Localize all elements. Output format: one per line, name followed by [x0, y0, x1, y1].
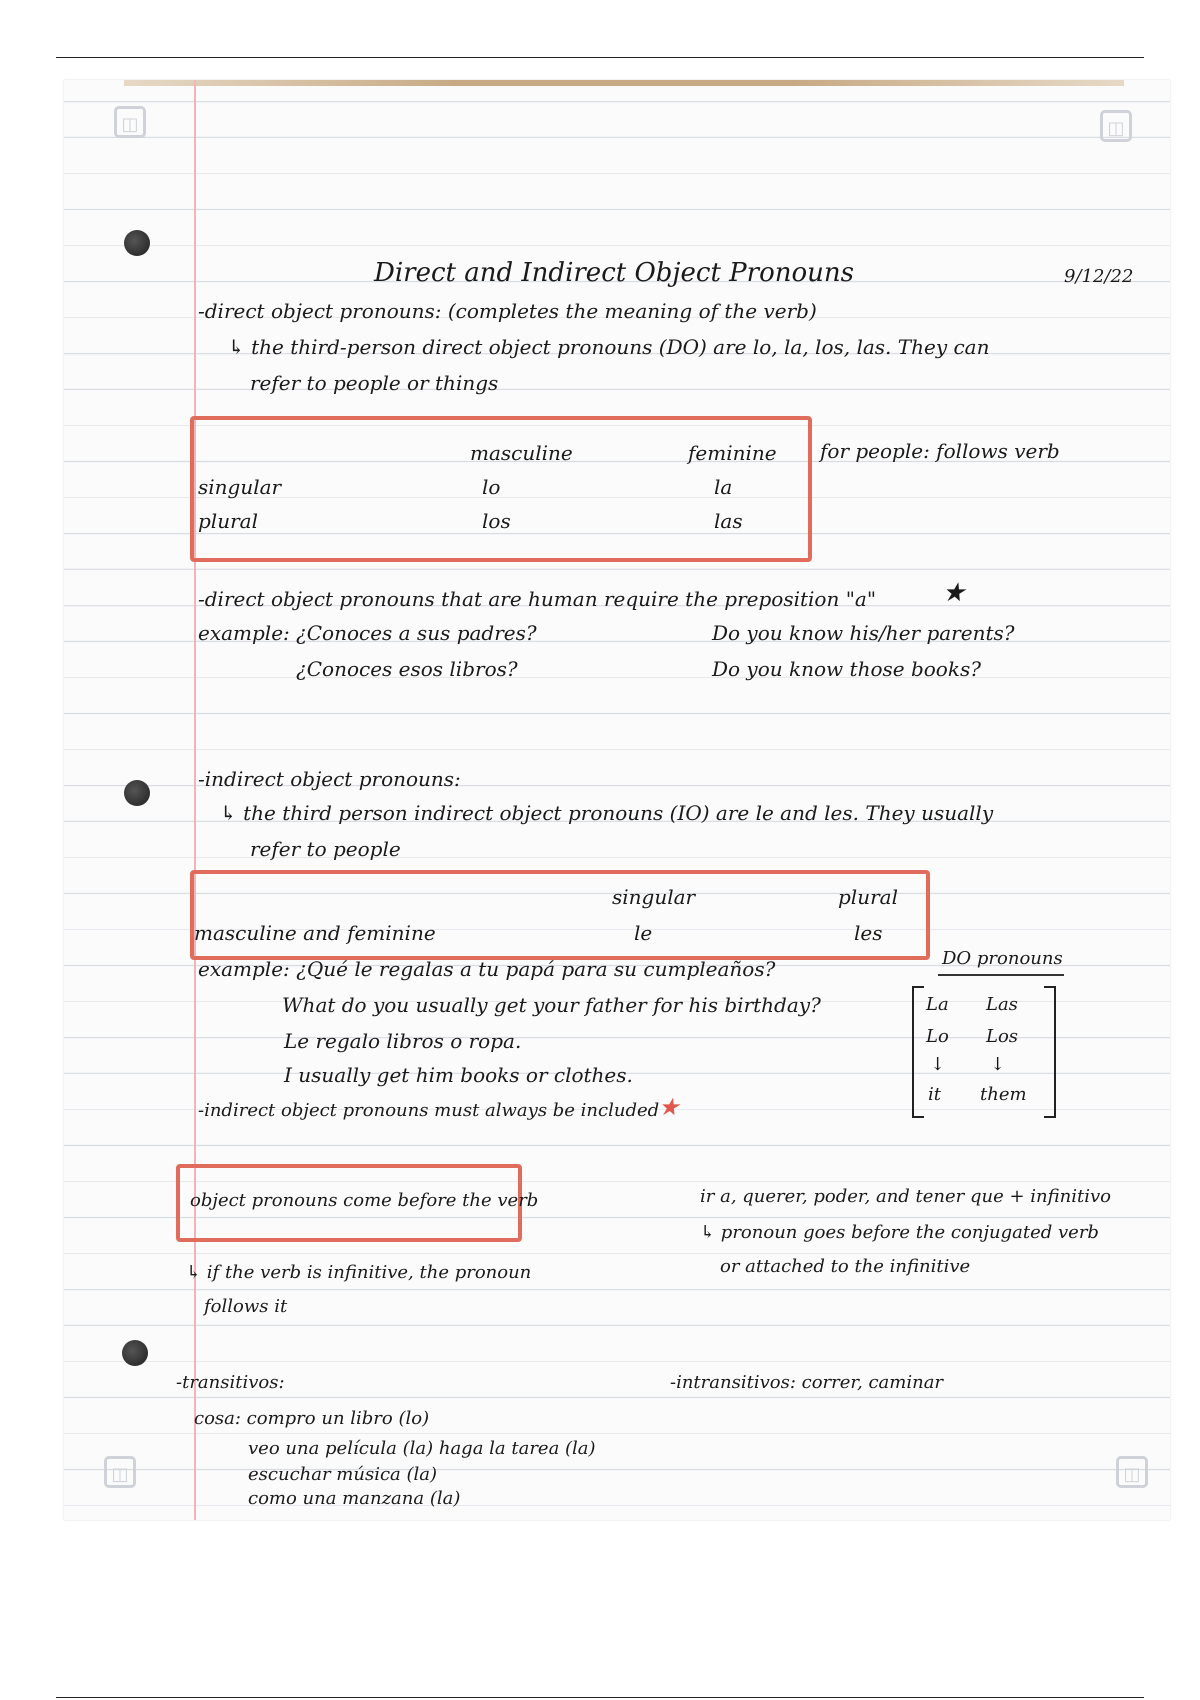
- transitivos-line-4: como una manzana (la): [248, 1488, 461, 1509]
- do-chart-cell: ↓: [990, 1054, 1006, 1075]
- do-plural-fem: las: [714, 509, 743, 533]
- transitivos-line-2: veo una película (la) haga la tarea (la): [248, 1438, 596, 1459]
- top-rule: [56, 57, 1144, 58]
- io-col-singular: singular: [612, 885, 696, 909]
- placement-rule-2: follows it: [204, 1296, 288, 1317]
- star-icon: ★: [658, 1093, 680, 1121]
- binder-hole-bottom: [122, 1340, 148, 1366]
- do-line-1: ↳ the third-person direct object pronouns (DO) are lo, la, los, las. They can: [228, 335, 990, 359]
- io-sing-value: le: [634, 921, 653, 945]
- do-chart-bracket-right: [1044, 986, 1056, 1118]
- tape-strip: [124, 80, 1124, 86]
- do-chart-cell: Las: [986, 994, 1018, 1015]
- do-example-1-en: Do you know his/her parents?: [712, 621, 1015, 645]
- notebook-page: [64, 80, 1170, 1520]
- binder-hole-top: [124, 230, 150, 256]
- do-human-rule: -direct object pronouns that are human require the preposition "a": [198, 587, 877, 611]
- watermark-icon: ◫: [1116, 1456, 1148, 1488]
- io-line-2: refer to people: [250, 837, 401, 861]
- star-icon: ★: [942, 578, 966, 608]
- do-chart-cell: Lo: [926, 1026, 949, 1047]
- io-line-1: ↳ the third person indirect object pronouns (IO) are le and les. They usually: [220, 801, 994, 825]
- placement-rule-1: ↳ if the verb is infinitive, the pronoun: [186, 1262, 532, 1283]
- do-chart-bracket-left: [912, 986, 924, 1118]
- do-example-label: example:: [198, 621, 290, 645]
- note-date: 9/12/22: [1064, 266, 1134, 287]
- do-col-feminine: feminine: [688, 441, 777, 465]
- io-always-included: -indirect object pronouns must always be included: [198, 1100, 660, 1121]
- do-row-singular: singular: [198, 475, 282, 499]
- do-chart-cell: ↓: [930, 1054, 946, 1075]
- transitivos-heading: -transitivos:: [176, 1372, 285, 1393]
- io-plur-value: les: [854, 921, 883, 945]
- do-row-plural: plural: [198, 509, 258, 533]
- do-singular-masc: lo: [482, 475, 501, 499]
- watermark-icon: ◫: [104, 1456, 136, 1488]
- io-row-label: masculine and feminine: [194, 921, 436, 945]
- transitivos-line-3: escuchar música (la): [248, 1464, 438, 1485]
- placement-right-3: or attached to the infinitive: [720, 1256, 971, 1277]
- do-singular-fem: la: [714, 475, 733, 499]
- do-example-1-es: ¿Conoces a sus padres?: [296, 621, 537, 645]
- io-answer-es: Le regalo libros o ropa.: [284, 1029, 522, 1053]
- do-line-2: refer to people or things: [250, 371, 499, 395]
- io-example-en: What do you usually get your father for his birthday?: [282, 993, 821, 1017]
- intransitivos: -intransitivos: correr, caminar: [670, 1372, 944, 1393]
- placement-right-2: ↳ pronoun goes before the conjugated verb: [700, 1222, 1099, 1243]
- do-heading: -direct object pronouns: (completes the meaning of the verb): [198, 299, 817, 323]
- bottom-rule: [56, 1697, 1144, 1698]
- watermark-icon: ◫: [1100, 110, 1132, 142]
- io-col-plural: plural: [838, 885, 898, 909]
- io-table-box: [190, 870, 930, 960]
- do-example-2-es: ¿Conoces esos libros?: [296, 657, 518, 681]
- io-answer-en: I usually get him books or clothes.: [284, 1063, 633, 1087]
- do-chart-title: DO pronouns: [942, 948, 1063, 969]
- page-title: Direct and Indirect Object Pronouns: [374, 258, 854, 288]
- do-example-2-en: Do you know those books?: [712, 657, 981, 681]
- transitivos-line-1: cosa: compro un libro (lo): [194, 1408, 430, 1429]
- margin-line: [194, 80, 196, 1520]
- do-chart-cell: La: [926, 994, 949, 1015]
- do-chart-underline: [938, 974, 1064, 976]
- placement-right-1: ir a, querer, poder, and tener que + infinitivo: [700, 1186, 1111, 1207]
- do-col-masculine: masculine: [470, 441, 573, 465]
- placement-box-text: object pronouns come before the verb: [190, 1190, 539, 1211]
- do-plural-masc: los: [482, 509, 511, 533]
- do-side-note: for people: follows verb: [820, 439, 1060, 463]
- io-heading: -indirect object pronouns:: [198, 767, 461, 791]
- do-chart-cell: Los: [986, 1026, 1019, 1047]
- io-example-line: example: ¿Qué le regalas a tu papá para su cumpleaños?: [198, 957, 776, 981]
- binder-hole-middle: [124, 780, 150, 806]
- do-chart-cell: them: [980, 1084, 1027, 1105]
- do-chart-cell: it: [928, 1084, 941, 1105]
- watermark-icon: ◫: [114, 106, 146, 138]
